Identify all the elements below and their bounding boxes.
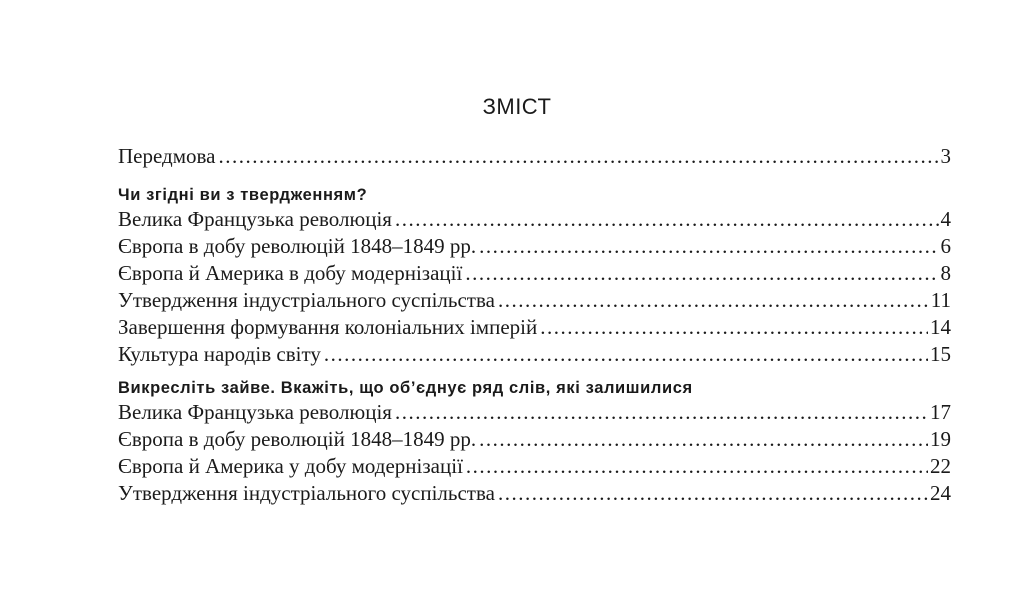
section-heading: Викресліть зайве. Вкажіть, що об’єднує ряд слів, які залишилися — [118, 379, 693, 397]
toc-entry-page: 15 — [930, 342, 951, 366]
toc-entry-page: 14 — [930, 315, 951, 339]
toc-entry-page: 4 — [940, 207, 951, 231]
section-heading: Чи згідні ви з твердженням? — [118, 186, 368, 204]
toc-entry[interactable] — [118, 261, 951, 288]
toc-entry-title: Велика Французька революція — [118, 207, 392, 231]
dot-leader — [324, 342, 928, 367]
toc-section-2 — [118, 376, 951, 508]
toc-entry-intro[interactable] — [118, 144, 951, 171]
dot-leader — [465, 261, 938, 286]
dot-leader — [498, 481, 928, 506]
toc-entry[interactable] — [118, 400, 951, 427]
toc-entry[interactable] — [118, 234, 951, 261]
toc-entry-title: Утвердження індустріального суспільства — [118, 481, 495, 505]
dot-leader — [498, 288, 929, 313]
toc-entry[interactable] — [118, 207, 951, 234]
toc-section-1 — [118, 183, 951, 369]
toc-entry-page: 24 — [930, 481, 951, 505]
toc-entry-page: 8 — [940, 261, 951, 285]
page-title: ЗМІСТ — [482, 94, 552, 119]
toc-entry[interactable] — [118, 315, 951, 342]
dot-leader — [466, 454, 928, 479]
toc-entry-page: 17 — [930, 400, 951, 424]
toc-entry[interactable] — [118, 454, 951, 481]
dot-leader — [479, 234, 938, 259]
table-of-contents — [118, 144, 951, 508]
toc-entry-page: 19 — [930, 427, 951, 451]
toc-entry[interactable] — [118, 288, 951, 315]
toc-entry-title: Передмова — [118, 144, 216, 168]
toc-entry-page: 11 — [930, 288, 951, 312]
dot-leader — [479, 427, 928, 452]
dot-leader — [218, 144, 938, 169]
toc-entry[interactable] — [118, 481, 951, 508]
toc-entry-title: Європа в добу революцій 1848–1849 рр. — [118, 234, 477, 258]
toc-entry-title: Європа й Америка в добу модернізації — [118, 261, 463, 285]
toc-entry-page: 6 — [940, 234, 951, 258]
dot-leader — [395, 207, 939, 232]
toc-entry-title: Завершення формування колоніальних імперій — [118, 315, 538, 339]
toc-entry-title: Європа в добу революцій 1848–1849 рр. — [118, 427, 477, 451]
dot-leader — [395, 400, 928, 425]
toc-entry[interactable] — [118, 342, 951, 369]
toc-entry-title: Культура народів світу — [118, 342, 321, 366]
toc-entry[interactable] — [118, 427, 951, 454]
toc-entry-page: 22 — [930, 454, 951, 478]
toc-entry-title: Європа й Америка у добу модернізації — [118, 454, 463, 478]
toc-entry-title: Велика Французька революція — [118, 400, 392, 424]
dot-leader — [540, 315, 928, 340]
toc-entry-title: Утвердження індустріального суспільства — [118, 288, 495, 312]
toc-entry-page: 3 — [940, 144, 951, 168]
